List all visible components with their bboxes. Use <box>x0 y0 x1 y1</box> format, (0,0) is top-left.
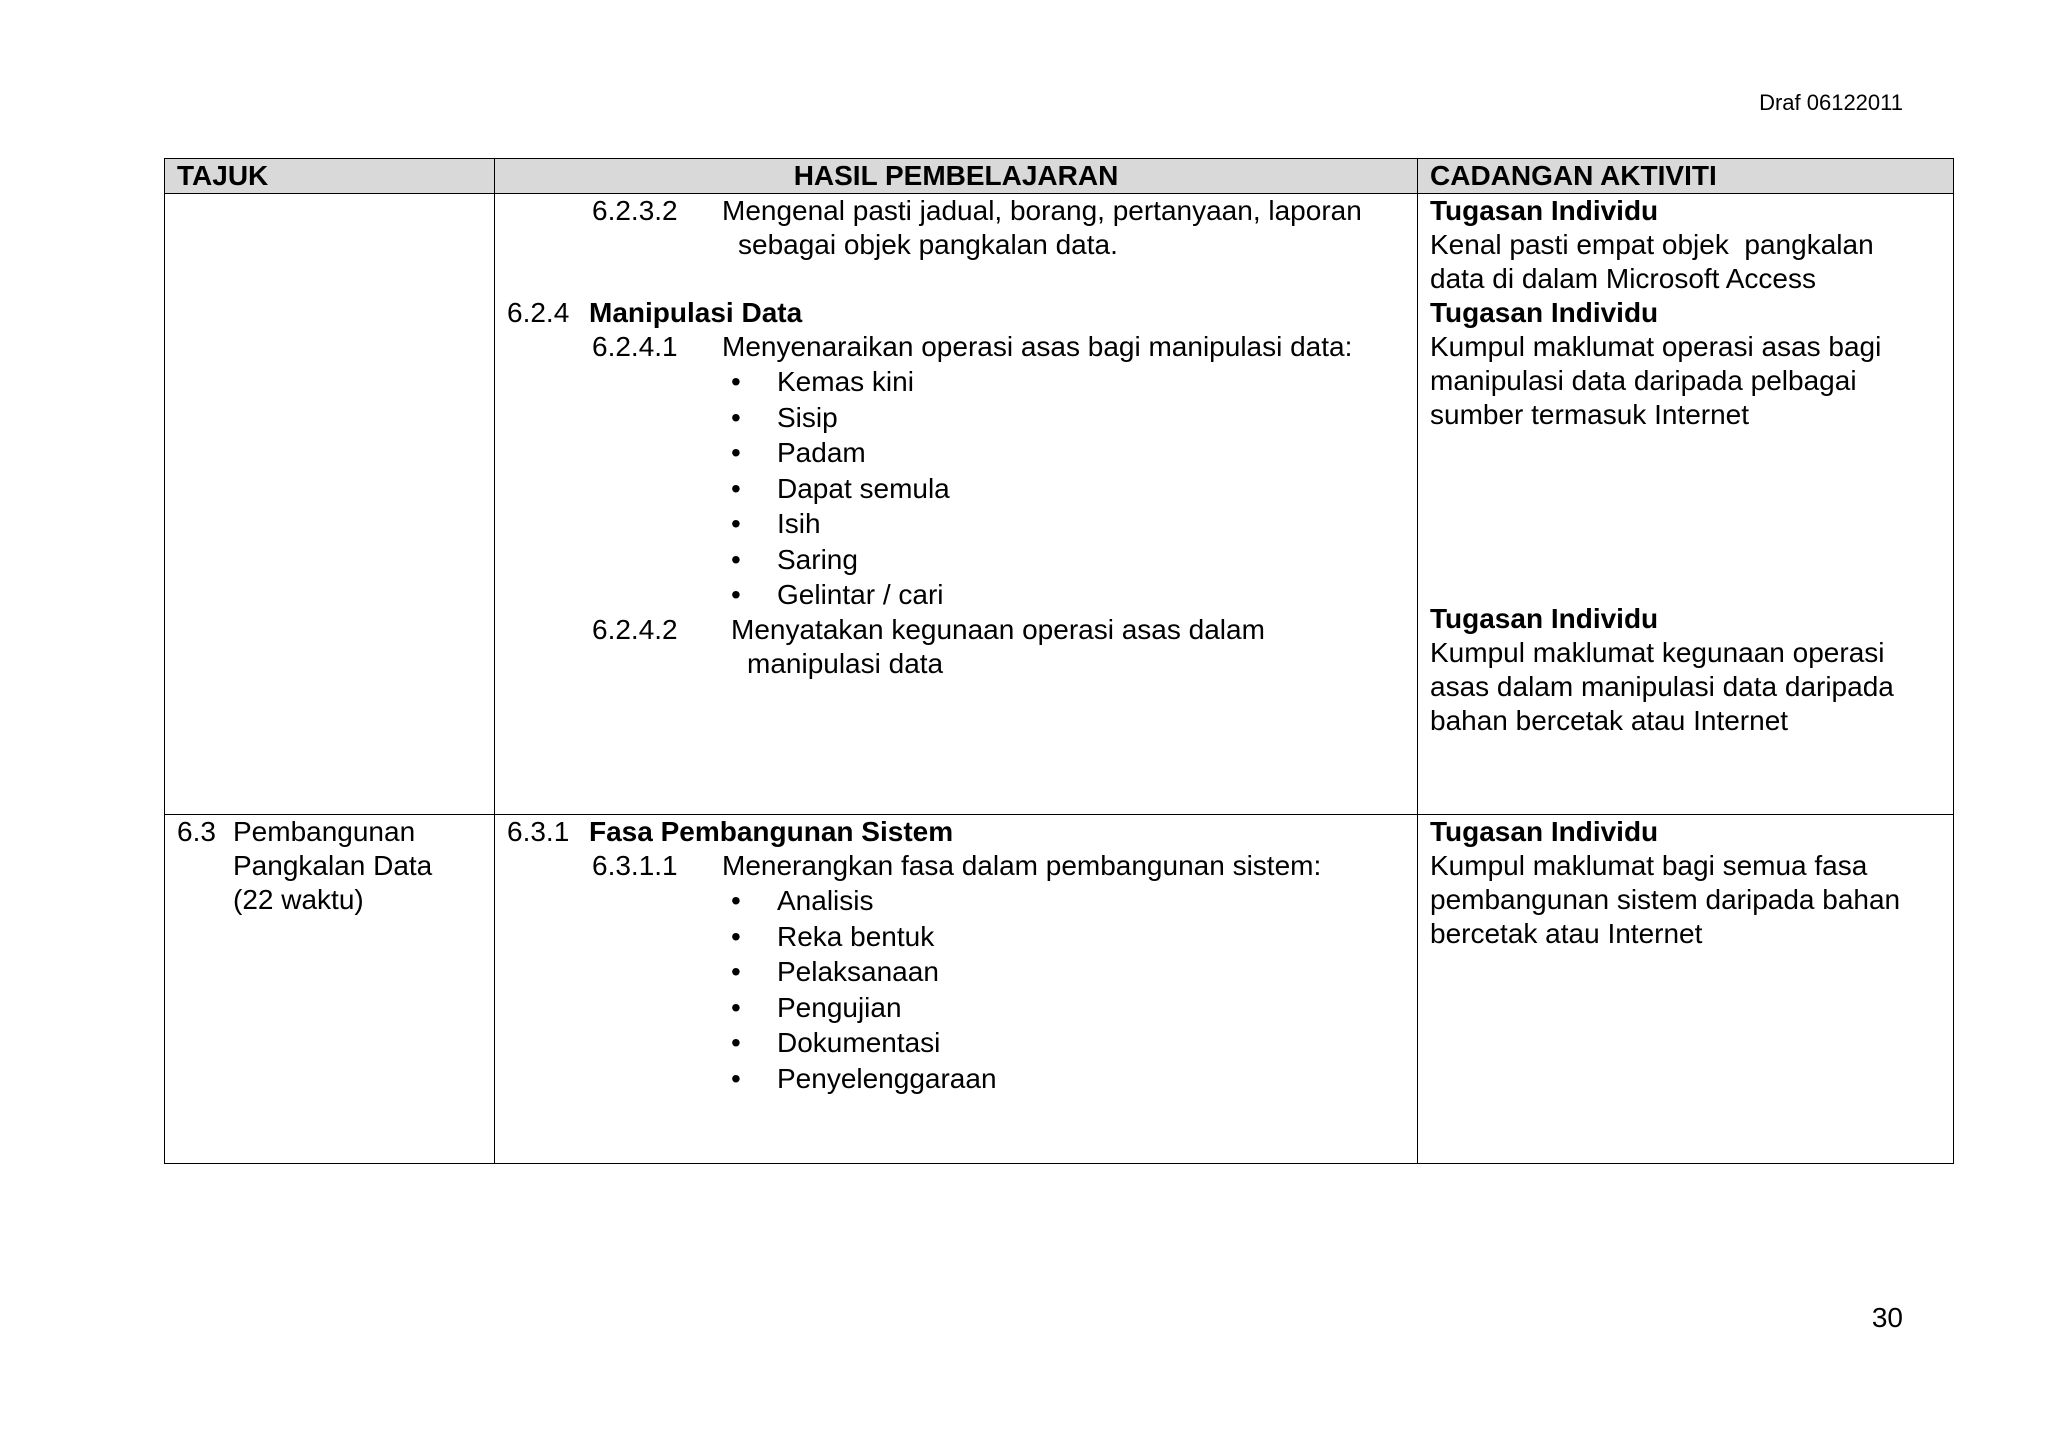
outcome-number: 6.3.1.1 <box>592 850 678 881</box>
bullet-icon: • <box>731 472 741 504</box>
activity-text: data di dalam Microsoft Access <box>1430 263 1816 294</box>
outcome-6311 <box>507 849 1405 883</box>
list-item: • Penyelenggaraan <box>777 1061 1405 1097</box>
bullet-icon: • <box>731 579 741 610</box>
outcome-number: 6.2.3.2 <box>592 195 678 226</box>
bullet-icon: • <box>731 366 741 397</box>
draft-label: Draf 06122011 <box>1759 90 1903 115</box>
activity-text: sumber termasuk Internet <box>1430 399 1750 430</box>
activity-title: Tugasan Individu <box>1430 603 1659 634</box>
topic-title: 6.3 Pembangunan <box>177 816 416 847</box>
header-cadangan-aktiviti: CADANGAN AKTIVITI <box>1418 159 1954 194</box>
operation-list <box>507 364 1405 613</box>
outcome-text: Mengenal pasti jadual, borang, pertanyaan, laporan <box>722 195 1362 226</box>
bullet-icon: • <box>731 991 741 1023</box>
activity-block <box>1430 296 1941 432</box>
tajuk-cell <box>165 815 495 1164</box>
sub-topic-number: 6.2.4 <box>507 297 570 328</box>
header-hasil-pembelajaran: HASIL PEMBELAJARAN <box>495 159 1418 194</box>
activity-cell <box>1418 815 1954 1164</box>
activity-title: Tugasan Individu <box>1430 816 1659 847</box>
list-item: • Pengujian <box>777 990 1405 1026</box>
outcome-text-continued: manipulasi data <box>747 647 944 679</box>
sub-topic-624 <box>507 296 1405 330</box>
topic-title-continued: Pangkalan Data <box>233 850 433 881</box>
outcome-text: Menerangkan fasa dalam pembangunan sistem: <box>722 850 1322 881</box>
activity-text: pembangunan sistem daripada bahan <box>1430 884 1901 915</box>
phase-list <box>507 883 1405 1096</box>
activity-block <box>1430 815 1941 951</box>
list-item: • Analisis <box>777 883 1405 919</box>
list-item: • Sisip <box>777 400 1405 436</box>
sub-topic-number: 6.3.1 <box>507 816 570 847</box>
sub-topic-title: Fasa Pembangunan Sistem <box>589 816 954 847</box>
page-number: 30 <box>1871 1302 1903 1333</box>
outcome-number: 6.2.4.2 <box>592 613 678 645</box>
topic-number: 6.3 <box>177 816 216 847</box>
list-item: • Reka bentuk <box>777 919 1405 955</box>
activity-title: Tugasan Individu <box>1430 297 1659 328</box>
list-item: • Gelintar / cari <box>777 577 1405 613</box>
bullet-icon: • <box>731 1027 741 1058</box>
outcome-text: Menyenaraikan operasi asas bagi manipulasi data: <box>722 331 1353 362</box>
tajuk-cell <box>165 194 495 815</box>
activity-text: bercetak atau Internet <box>1430 918 1703 949</box>
topic-duration: (22 waktu) <box>233 884 364 915</box>
list-item: • Saring <box>777 542 1405 578</box>
table-row <box>165 194 1954 815</box>
bullet-icon: • <box>731 543 741 575</box>
table-row <box>165 815 1954 1164</box>
activity-text: Kumpul maklumat bagi semua fasa <box>1430 850 1868 881</box>
bullet-icon: • <box>731 401 741 433</box>
table-header-row <box>165 159 1954 194</box>
activity-title: Tugasan Individu <box>1430 195 1659 226</box>
outcome-cell <box>495 815 1418 1164</box>
outcome-text-continued: sebagai objek pangkalan data. <box>738 229 1118 260</box>
activity-cell <box>1418 194 1954 815</box>
bullet-icon: • <box>731 885 741 916</box>
outcome-number: 6.2.4.1 <box>592 331 678 362</box>
list-item: • Isih <box>777 506 1405 542</box>
list-item: • Kemas kini <box>777 364 1405 400</box>
outcome-text: Menyatakan kegunaan operasi asas dalam <box>731 613 1265 645</box>
activity-text: Kumpul maklumat kegunaan operasi <box>1430 637 1885 668</box>
syllabus-table <box>164 158 1954 1164</box>
activity-block <box>1430 602 1941 738</box>
list-item: • Dokumentasi <box>777 1025 1405 1061</box>
bullet-icon: • <box>731 437 741 468</box>
activity-block <box>1430 194 1941 296</box>
list-item: • Padam <box>777 435 1405 471</box>
outcome-cell <box>495 194 1418 815</box>
activity-text: bahan bercetak atau Internet <box>1430 705 1789 736</box>
sub-topic-631 <box>507 815 1405 849</box>
bullet-icon: • <box>731 956 741 987</box>
bullet-icon: • <box>731 508 741 539</box>
activity-text: asas dalam manipulasi data daripada <box>1430 671 1894 702</box>
activity-text: manipulasi data daripada pelbagai <box>1430 365 1857 396</box>
activity-text: Kenal pasti empat objek pangkalan <box>1430 229 1874 260</box>
list-item: • Dapat semula <box>777 471 1405 507</box>
list-item: • Pelaksanaan <box>777 954 1405 990</box>
outcome-6241 <box>507 330 1405 364</box>
outcome-6242 <box>507 613 1405 647</box>
activity-text: Kumpul maklumat operasi asas bagi <box>1430 331 1882 362</box>
sub-topic-title: Manipulasi Data <box>589 297 803 328</box>
bullet-icon: • <box>731 1062 741 1094</box>
outcome-6232 <box>507 194 1405 228</box>
header-tajuk: TAJUK <box>165 159 495 194</box>
bullet-icon: • <box>731 920 741 952</box>
